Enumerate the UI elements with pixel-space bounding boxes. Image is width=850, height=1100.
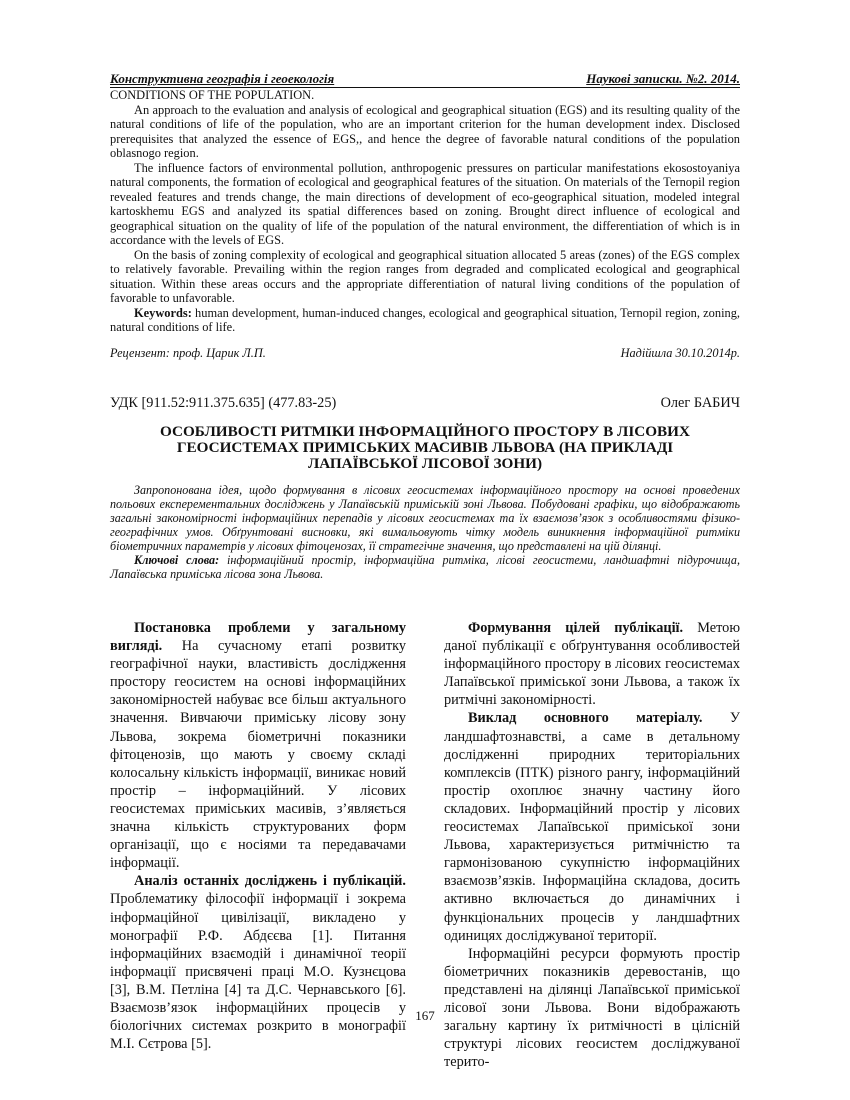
running-header (110, 72, 740, 88)
udk-line (110, 395, 740, 411)
review-line (110, 346, 740, 360)
reviewer: Рецензент: проф. Царик Л.П. (110, 345, 266, 360)
section-heading: Аналіз останніх досліджень і публікацій. (134, 873, 406, 890)
keywords-label: Ключові слова: (134, 552, 220, 567)
keywords-text: human development, human-induced changes, ecological and geographical situation, Ternopil region, zoning, natural conditions of life. (110, 305, 740, 334)
article-abstract: Запропонована ідея, щодо формування в лісових геосистемах інформаційного простору на основі проведених польових експерементальних досліджень у Лапаївській приміській зоні Львова. Побудовані графіки, що відображають загальні закономірності інформаційних перепадів у лісових геосистемах та їх взаємозв’язок з особливостями фізико-географічних умов. Обґрунтовані висновки, які вимальовують чітку модель виникнення інформаційної ритміки біометричних параметрів у лісових фітоценозах, її стратегічне значення, що представлені на цій ділянці. (110, 482, 740, 553)
udk-code: УДК [911.52:911.375.635] (477.83-25) (110, 394, 337, 411)
section-heading: Постановка проблеми у загальному вигляді. (110, 620, 406, 655)
english-abstract-paragraph: The influence factors of environmental pollution, anthropogenic pressures on particular manifestations ekosostoyaniya natural components, the formation of ecological and geographical features of the situation. On materials of the Ternopil region revealed features and trends change, the main directions of development of eco-geographical situation, modeled integral kartoskhemu EGS and analyzed its spatial differences based on zoning. Brought direct influence of ecological and geographical situation on the quality of life of the population of the natural environment, the differentiation of which is in accordance with the levels of EGS. (110, 160, 740, 247)
right-column (444, 619, 740, 1071)
english-title-tail: CONDITIONS OF THE POPULATION. (110, 88, 315, 102)
journal-issue: Наукові записки. №2. 2014. (586, 71, 740, 86)
body-columns (110, 619, 740, 1071)
article-title: ОСОБЛИВОСТІ РИТМІКИ ІНФОРМАЦІЙНОГО ПРОСТОРУ В ЛІСОВИХ ГЕОСИСТЕМАХ ПРИМІСЬКИХ МАСИВІВ ЛЬВОВА (НА ПРИКЛАДІ ЛАПАЇВСЬКОЇ ЛІСОВОЇ ЗОНИ) (160, 422, 690, 472)
section-heading: Формування цілей публікації. (468, 620, 684, 636)
english-keywords (110, 306, 740, 335)
section-heading: Виклад основного матеріалу. (468, 710, 703, 727)
journal-section: Конструктивна географія і геоекологія (110, 71, 335, 86)
body-paragraph: Постановка проблеми у загальному вигляді. На сучасному етапі розвитку географічної науки, властивість дослідження простору геосистем на основі інформаційних закономірностей набуває все більш актуального значення. Вивчаючи приміську лісову зону Львова, зокрема біометричні показники фітоценозів, що мають у своєму складі колосальну кількість інформації, виникає новий простір – інформаційний. У лісових геосистемах приміських масивів, з’являється значна кількість структурованих форм організації, що є носіями та передавачами інформації. (110, 620, 406, 872)
author-name: Олег БАБИЧ (660, 394, 740, 411)
keywords-label: Keywords: (134, 305, 192, 320)
body-paragraph: Інформаційні ресурси формують простір біометричних показників деревостанів, що представлені на ділянці Лапаївської приміської лісової зони Львова. Вони відображають загальну картину їх ритмічності в цілісній структурі лісових геосистем досліджуваної терито- (444, 945, 740, 1071)
article-keywords (110, 553, 740, 581)
english-abstract-paragraph: On the basis of zoning complexity of ecological and geographical situation allocated 5 areas (zones) of the EGS complex to relatively favorable. Prevailing within the region ranges from degraded and complicated ecological and geographical situation. Within these areas occurs and the appropriate differentiation of natural living conditions of the population of favorable to unfavorable. (110, 247, 740, 305)
body-paragraph: Виклад основного матеріалу. У ландшафтознавстві, а саме в детальному дослідженні природних територіальних комплексів (ПТК) різного рангу, інформаційний простір охоплює значну частину його складових. Інформаційний простір у лісових геосистемах Лапаївської приміської зони Львова, характеризується ритмічністю та гармонізованою сукупністю інформаційних взаємозв’язків. Інформаційна складова, досить активно включається до динамічних і функціональних процесів у ландшафтних одиницях досліджуваної території. (444, 710, 740, 944)
english-abstract-paragraph: An approach to the evaluation and analysis of ecological and geographical situation (EGS) and its resulting quality of the natural conditions of life of the population, who are an important criterion for the human development index. Disclosed prerequisites that analyzed the essence of EGS,, and hence the degree of favorable natural conditions of the population oblasnogo region. (110, 102, 740, 160)
body-paragraph: Аналіз останніх досліджень і публікацій. Проблематику філософії інформації і зокрема інформаційної цивілізації, викладено у монографії Р.Ф. Абдєєва [1]. Питання інформаційних взаємодій і динамічної теорії інформації присвячені праці М.О. Кузнєцова [3], В.М. Петліна [4] та Д.С. Чернавського [6]. Взаємозв’язок інформаційних процесів у біологічних системах розкрито в монографії М.І. Сєтрова [5]. (110, 873, 406, 1053)
page-number: 167 (415, 1008, 435, 1023)
received-date: Надійшла 30.10.2014р. (620, 345, 740, 360)
left-column (110, 619, 406, 1071)
keywords-text: інформаційний простір, інформаційна ритміка, лісові геосистеми, ландшафтні підурочища, Лапаївська приміська лісова зона Львова. (110, 552, 740, 581)
body-paragraph: Формування цілей публікації. Метою даної публікації є обґрунтування особливостей інформаційного простору в лісових геосистемах Лапаївської приміської зони Львова, а також їх ритмічні закономірності. (444, 620, 740, 709)
